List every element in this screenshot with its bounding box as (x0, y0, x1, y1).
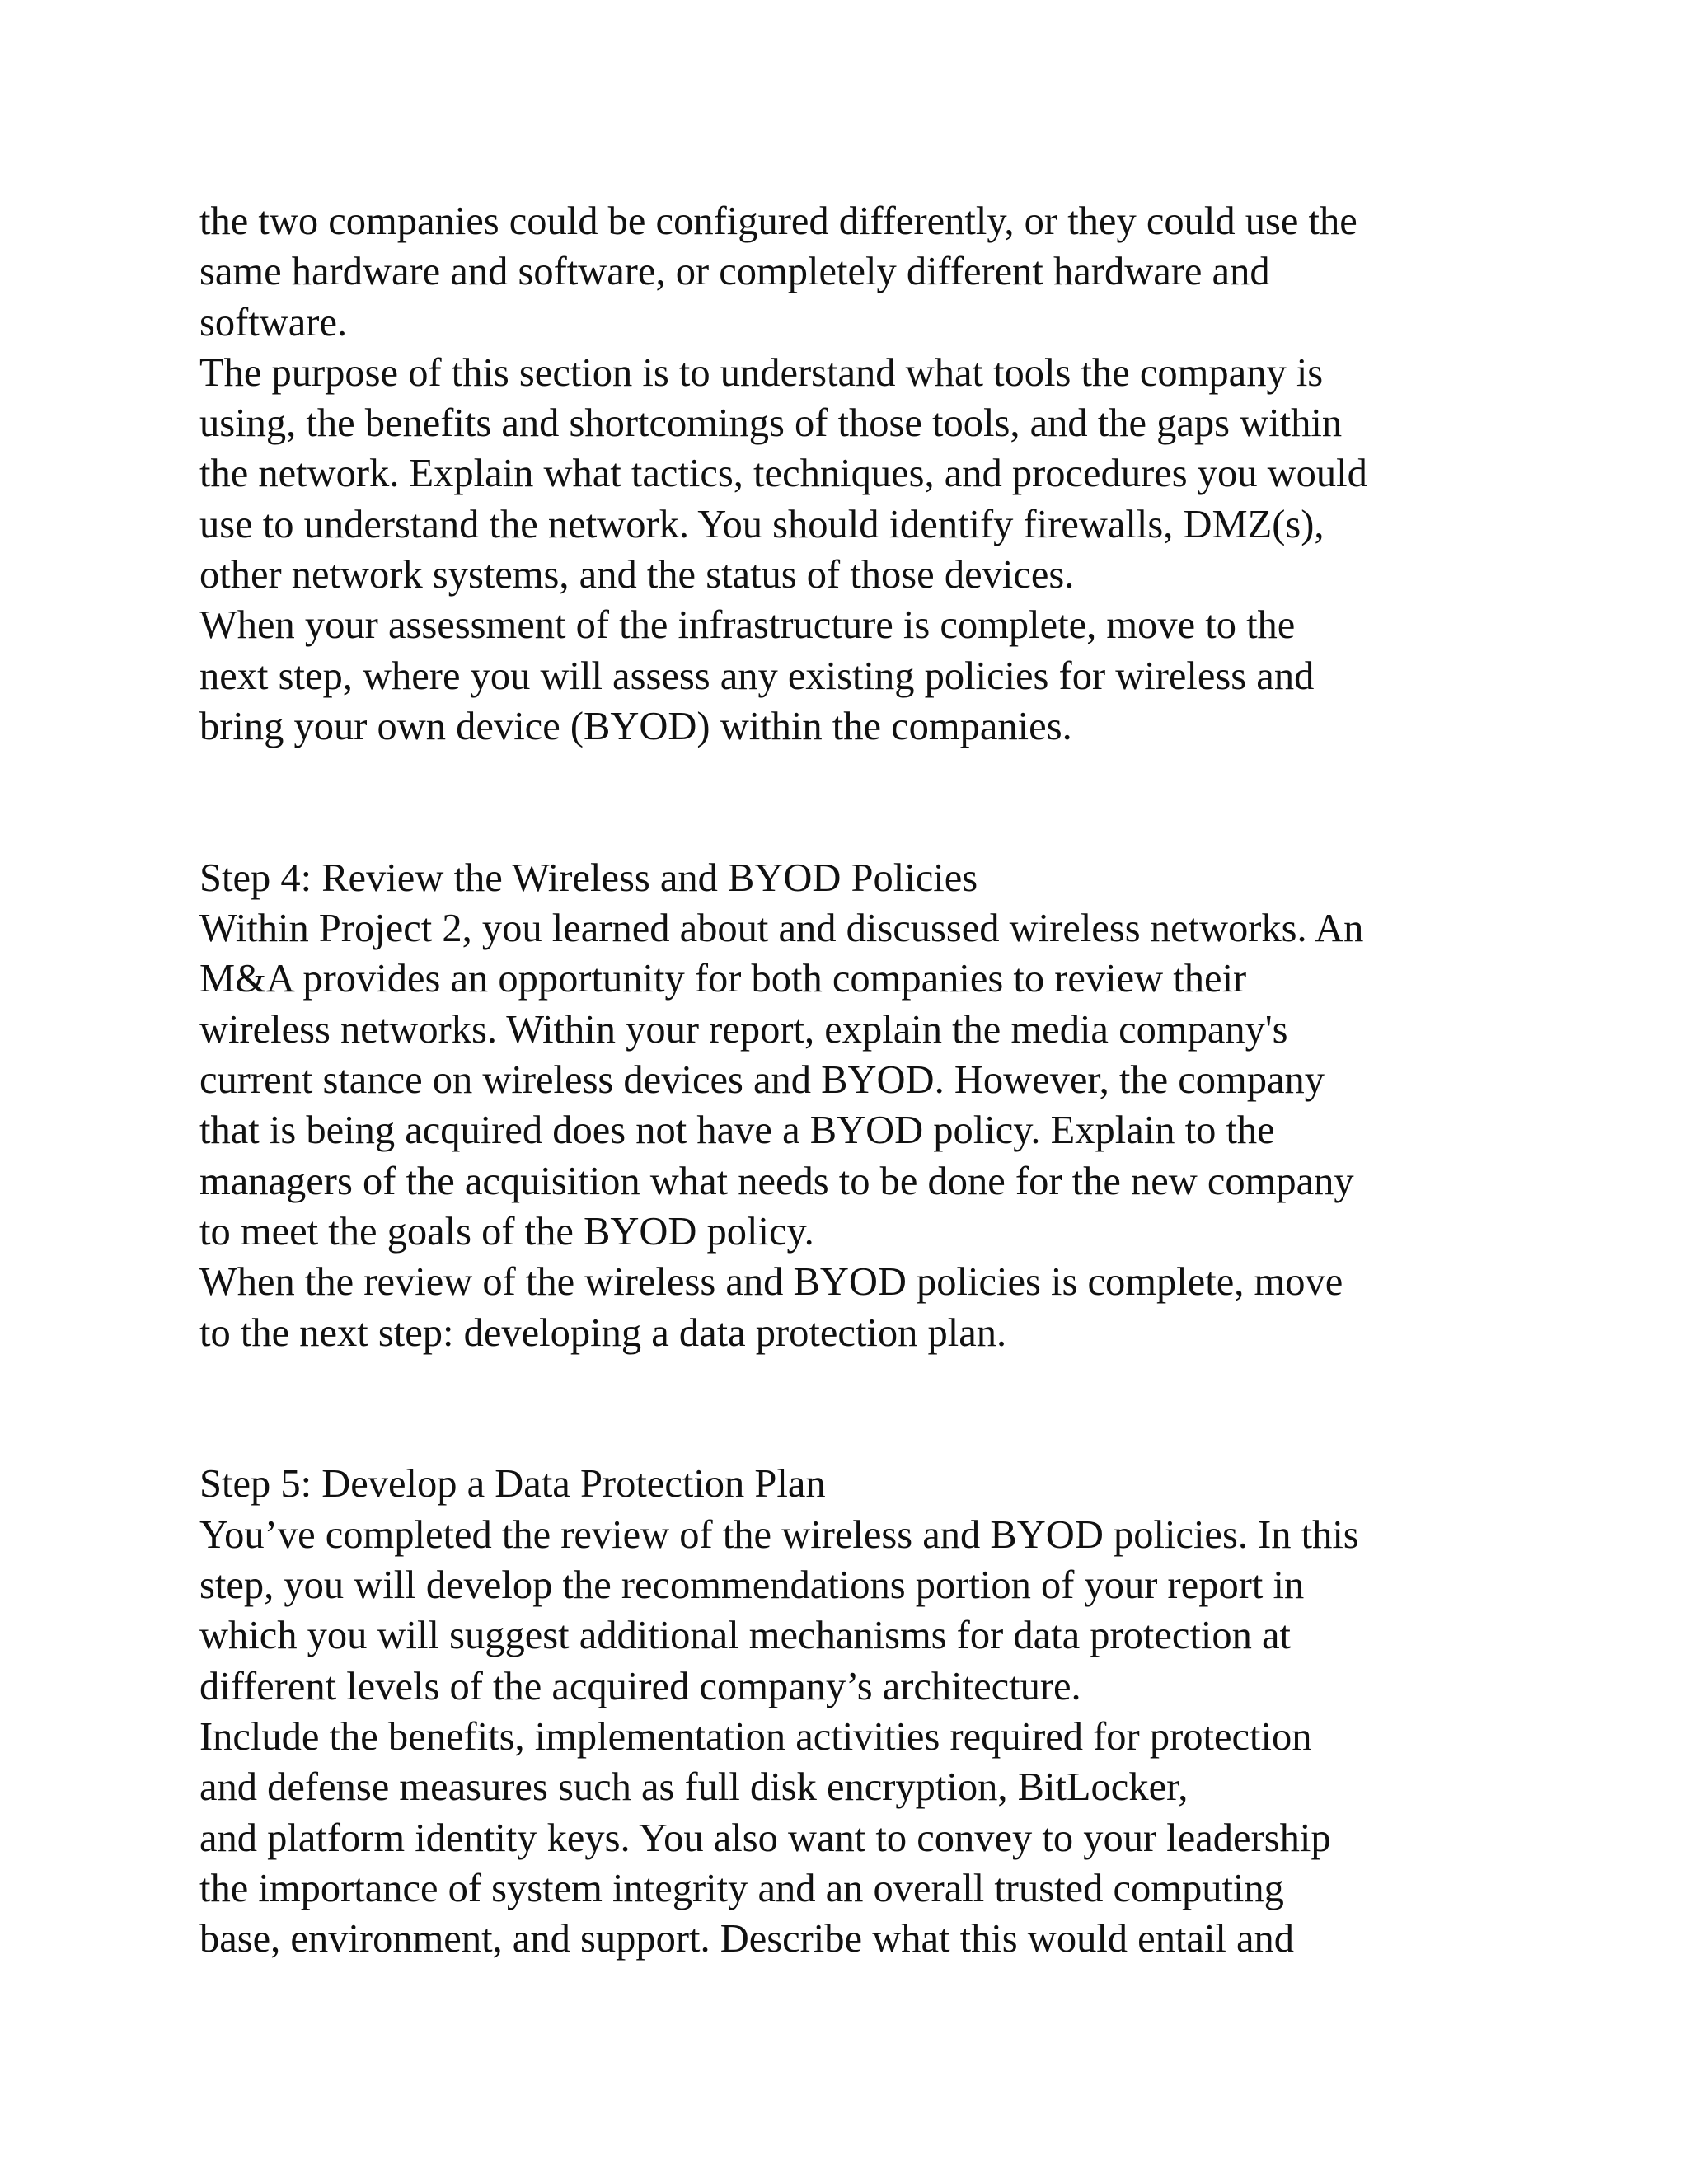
section-step-5 (199, 1459, 1535, 1964)
paragraph-line: step, you will develop the recommendations portion of your report in (199, 1563, 1305, 1608)
paragraph-line: other network systems, and the status of those devices. (199, 553, 1075, 598)
paragraph-line: which you will suggest additional mechanisms for data protection at (199, 1614, 1292, 1658)
paragraph-line: When your assessment of the infrastructure is complete, move to the (199, 603, 1296, 648)
paragraph-line: use to understand the network. You should identify firewalls, DMZ(s), (199, 502, 1325, 546)
step-4-heading: Step 4: Review the Wireless and BYOD Policies (199, 855, 978, 900)
paragraph-line: base, environment, and support. Describe what this would entail and (199, 1917, 1295, 1961)
paragraph-line: the importance of system integrity and an overall trusted computing (199, 1866, 1284, 1910)
step-5-heading: Step 5: Develop a Data Protection Plan (199, 1462, 826, 1507)
paragraph-line: current stance on wireless devices and BYOD. However, the company (199, 1058, 1325, 1103)
paragraph-line: bring your own device (BYOD) within the companies. (199, 704, 1072, 748)
paragraph-line: When the review of the wireless and BYOD policies is complete, move (199, 1260, 1343, 1305)
section-step-4 (199, 853, 1535, 1358)
document-body (199, 196, 1535, 1964)
paragraph-line: to the next step: developing a data protection plan. (199, 1310, 1007, 1355)
paragraph-line: and defense measures such as full disk encryption, BitLocker, (199, 1765, 1189, 1810)
paragraph-line: Include the benefits, implementation activities required for protection (199, 1714, 1312, 1759)
paragraph-line: using, the benefits and shortcomings of those tools, and the gaps within (199, 401, 1343, 446)
paragraph-line: different levels of the acquired company’s architecture. (199, 1664, 1081, 1708)
paragraph-line: wireless networks. Within your report, explain the media company's (199, 1007, 1288, 1052)
paragraph-line: You’ve completed the review of the wireless and BYOD policies. In this (199, 1512, 1359, 1557)
section-spacer (199, 1358, 1535, 1460)
paragraph-line: managers of the acquisition what needs to be done for the new company (199, 1159, 1354, 1203)
paragraph-line: and platform identity keys. You also want to convey to your leadership (199, 1816, 1331, 1860)
paragraph-line: that is being acquired does not have a BYOD policy. Explain to the (199, 1108, 1275, 1153)
paragraph-line: next step, where you will assess any existing policies for wireless and (199, 654, 1315, 698)
paragraph-line: M&A provides an opportunity for both companies to review their (199, 957, 1247, 1001)
paragraph-line: same hardware and software, or completely different hardware and (199, 250, 1270, 294)
paragraph-line: Within Project 2, you learned about and discussed wireless networks. An (199, 907, 1364, 951)
paragraph-line: the two companies could be configured differently, or they could use the (199, 199, 1357, 243)
section-intro (199, 196, 1535, 752)
section-spacer (199, 752, 1535, 853)
paragraph-line: software. (199, 300, 348, 344)
paragraph-line: to meet the goals of the BYOD policy. (199, 1209, 814, 1254)
paragraph-line: the network. Explain what tactics, techniques, and procedures you would (199, 452, 1367, 496)
paragraph-line: The purpose of this section is to understand what tools the company is (199, 350, 1324, 395)
